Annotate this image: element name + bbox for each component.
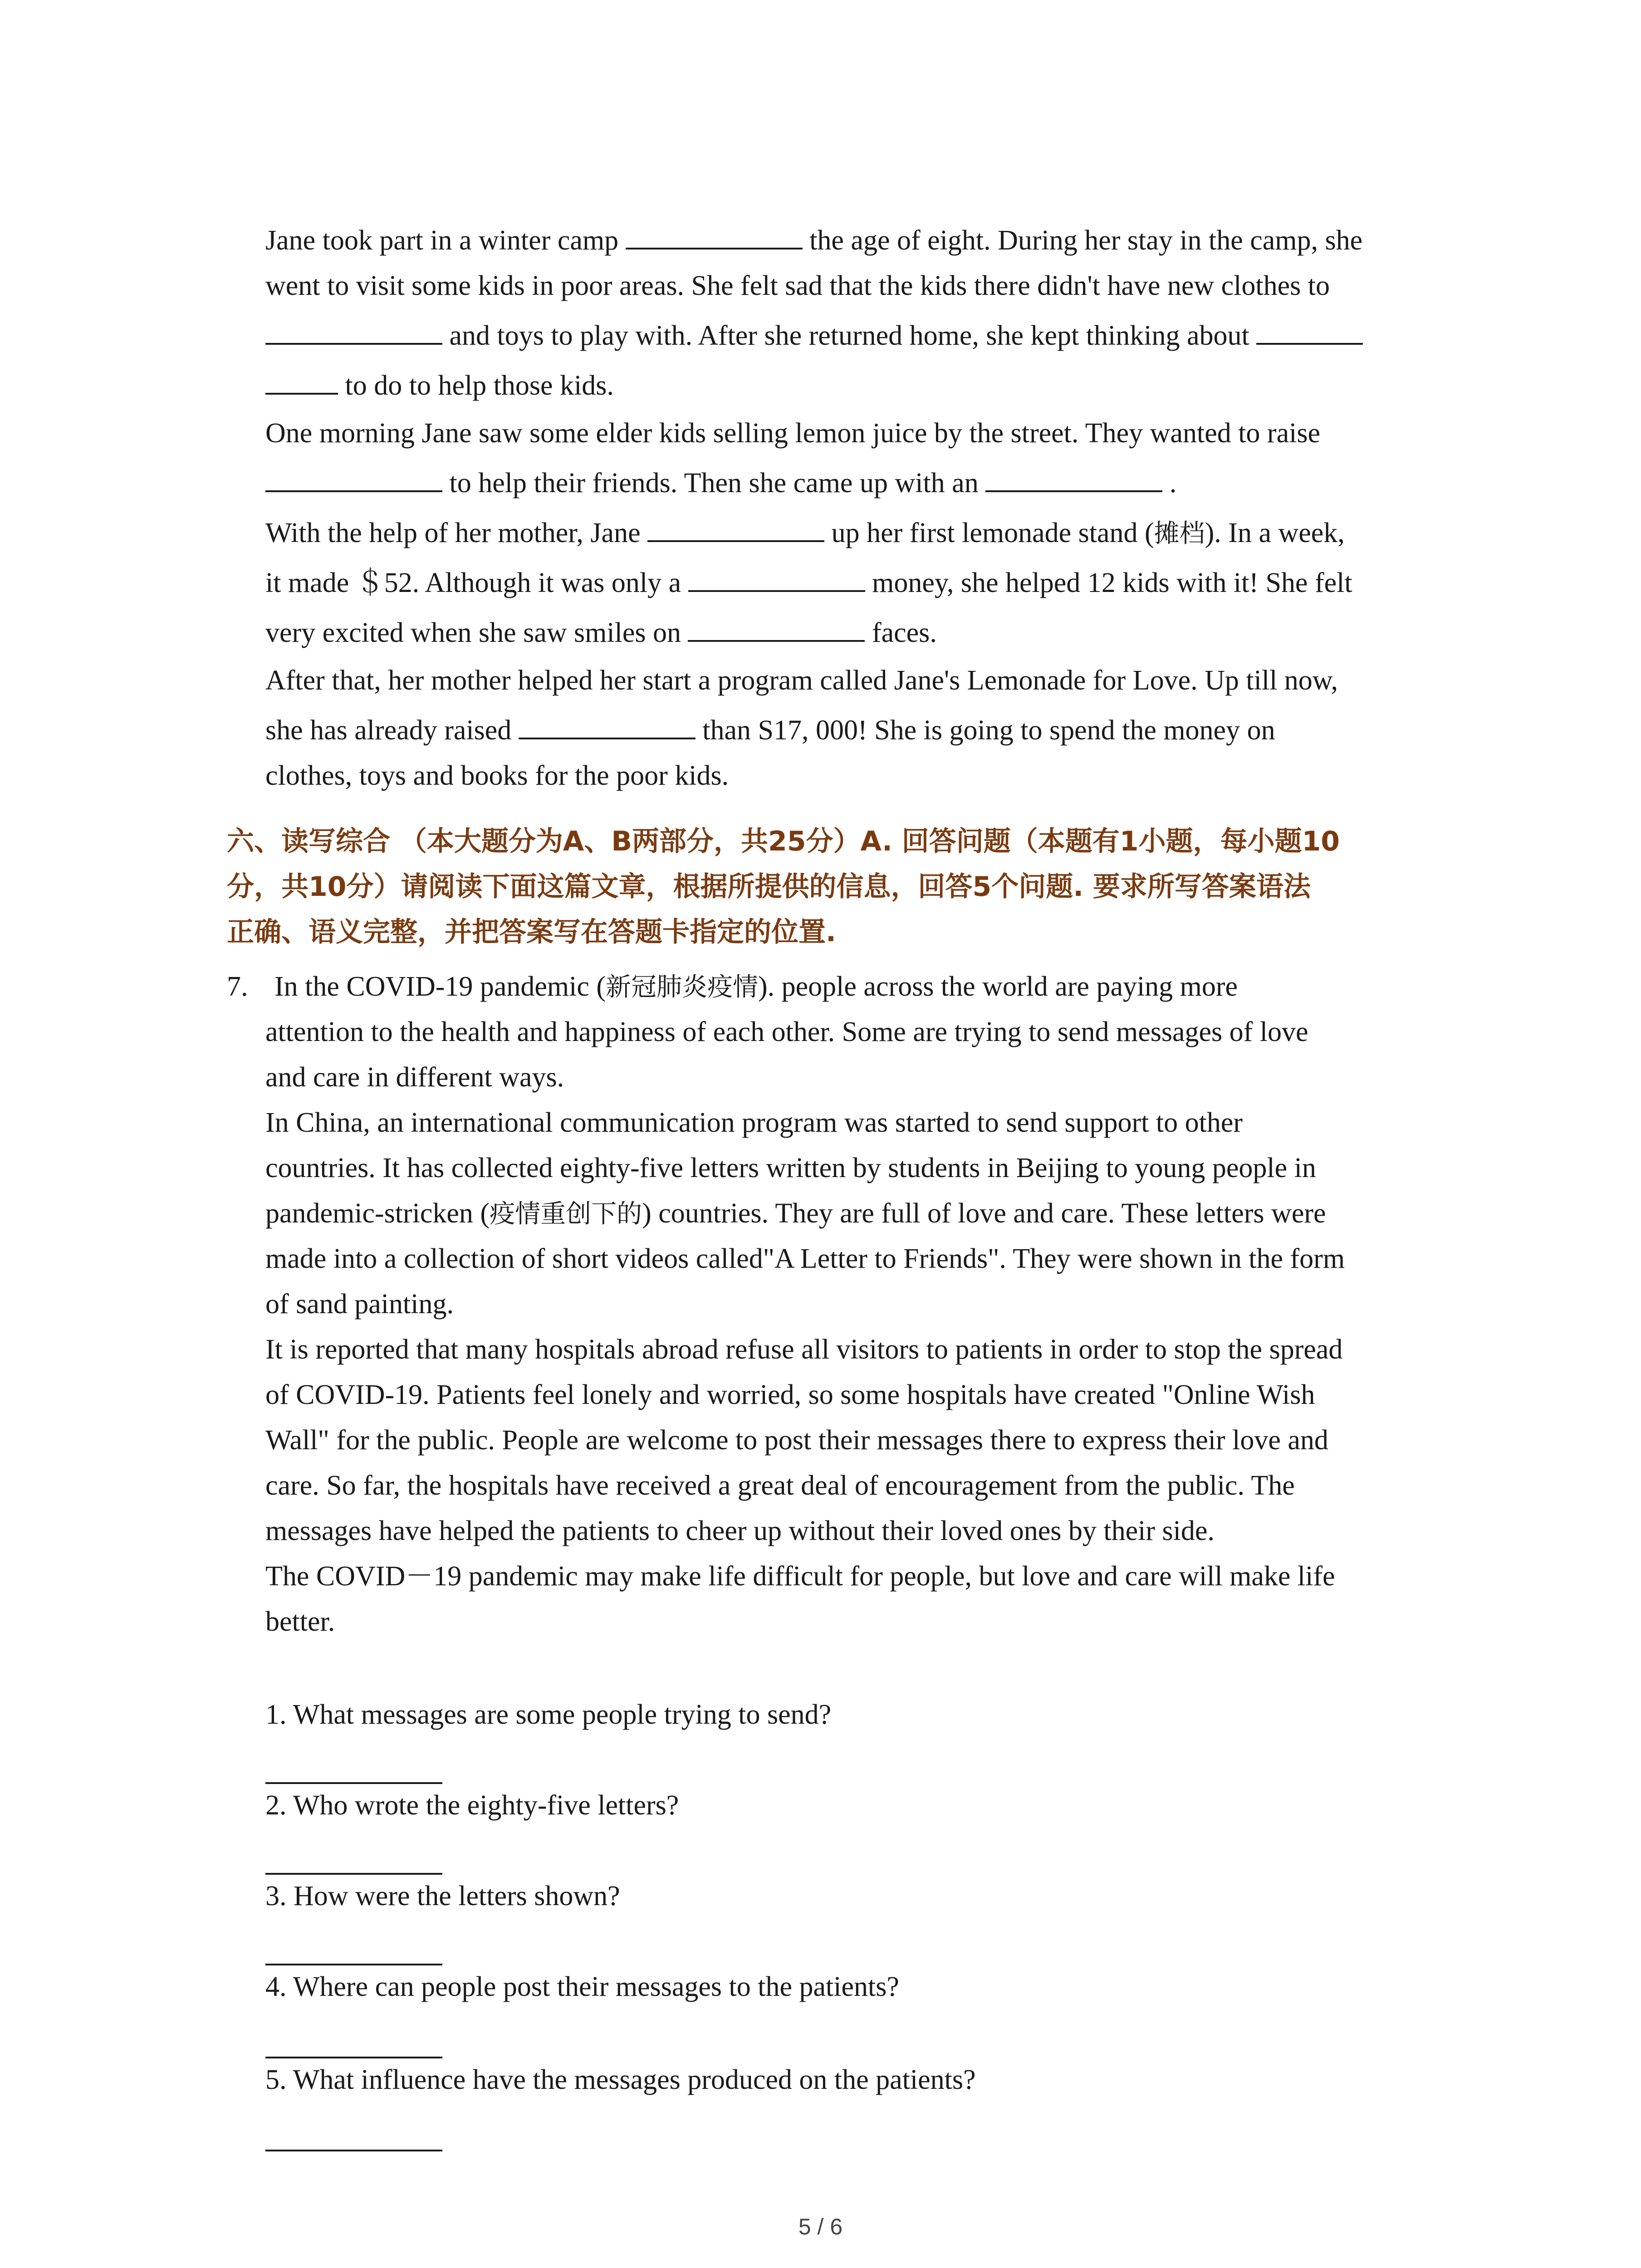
reading-line: messages have helped the patients to cheer up without their loved ones by their side.	[265, 1515, 1215, 1546]
answer-blank[interactable]	[265, 320, 442, 345]
reading-line: It is reported that many hospitals abroad refuse all visitors to patients in order to stop the spread	[265, 1334, 1343, 1365]
page-number: 5 / 6	[798, 2214, 843, 2239]
answer-line-1[interactable]	[265, 1780, 442, 1784]
passage-line: to do to help those kids.	[265, 367, 614, 404]
passage-line: Jane took part in a winter camp the age of eight. During her stay in the camp, she	[265, 225, 1363, 256]
answer-line-2[interactable]	[265, 1871, 442, 1875]
passage-line: to help their friends. Then she came up with an .	[265, 465, 1176, 501]
answer-blank[interactable]	[647, 518, 824, 542]
reading-line: The COVID－19 pandemic may make life difficult for people, but love and care will make life	[265, 1561, 1335, 1592]
passage-line: With the help of her mother, Jane up her first lemonade stand (摊档). In a week,	[265, 518, 1345, 548]
answer-blank[interactable]	[265, 370, 338, 395]
passage-line: it made ＄52. Although it was only a money, she helped 12 kids with it! She felt	[265, 567, 1352, 598]
reading-line: and care in different ways.	[265, 1062, 564, 1093]
passage-line: clothes, toys and books for the poor kids.	[265, 760, 729, 791]
reading-line: countries. It has collected eighty-five letters written by students in Beijing to young people in	[265, 1153, 1316, 1183]
reading-line: of sand painting.	[265, 1289, 454, 1320]
answer-blank[interactable]	[519, 715, 696, 739]
reading-line: better.	[265, 1606, 335, 1637]
reading-line: Wall" for the public. People are welcome to post their messages there to express their love and	[265, 1425, 1328, 1456]
section-heading: 分，共10分）请阅读下面这篇文章，根据所提供的信息，回答5个问题. 要求所写答案语法	[227, 871, 1311, 903]
reading-line: care. So far, the hospitals have received a great deal of encouragement from the public. The	[265, 1470, 1295, 1501]
answer-blank[interactable]	[985, 468, 1162, 492]
question-number: 7.	[227, 971, 248, 1002]
question-4: 4. Where can people post their messages to the patients?	[265, 1971, 899, 2002]
reading-line: In China, an international communication program was started to send support to other	[265, 1107, 1243, 1138]
question-2: 2. Who wrote the eighty-five letters?	[265, 1790, 679, 1821]
passage-line: After that, her mother helped her start a program called Jane's Lemonade for Love. Up till now,	[265, 665, 1338, 696]
passage-line: very excited when she saw smiles on faces.	[265, 617, 937, 648]
answer-line-3[interactable]	[265, 1962, 442, 1965]
reading-line: In the COVID-19 pandemic (新冠肺炎疫情). people across the world are paying more	[274, 971, 1238, 1002]
answer-line-5[interactable]	[265, 2148, 442, 2151]
question-5: 5. What influence have the messages produced on the patients?	[265, 2064, 976, 2095]
reading-line: made into a collection of short videos called"A Letter to Friends". They were shown in the form	[265, 1243, 1345, 1274]
answer-blank[interactable]	[1256, 320, 1363, 345]
answer-blank[interactable]	[626, 225, 803, 249]
passage-line: she has already raised than S17, 000! She is going to spend the money on	[265, 715, 1275, 746]
answer-blank[interactable]	[265, 468, 442, 492]
reading-line: of COVID-19. Patients feel lonely and worried, so some hospitals have created "Online Wish	[265, 1379, 1315, 1410]
answer-blank[interactable]	[688, 567, 865, 592]
section-heading: 六、读写综合 （本大题分为A、B两部分，共25分）A. 回答问题（本题有1小题，每小题10	[227, 826, 1340, 857]
reading-line: attention to the health and happiness of each other. Some are trying to send messages of love	[265, 1017, 1308, 1047]
reading-line: pandemic-stricken (疫情重创下的) countries. They are full of love and care. These letters were	[265, 1198, 1326, 1229]
section-heading: 正确、语义完整，并把答案写在答题卡指定的位置.	[227, 916, 836, 948]
answer-line-4[interactable]	[265, 2055, 442, 2058]
passage-line: and toys to play with. After she returned home, she kept thinking about	[265, 318, 1363, 354]
passage-line: went to visit some kids in poor areas. She felt sad that the kids there didn't have new clothes to	[265, 270, 1330, 301]
question-1: 1. What messages are some people trying to send?	[265, 1699, 832, 1730]
question-3: 3. How were the letters shown?	[265, 1881, 620, 1911]
passage-line: One morning Jane saw some elder kids selling lemon juice by the street. They wanted to raise	[265, 418, 1320, 449]
answer-blank[interactable]	[688, 617, 865, 642]
